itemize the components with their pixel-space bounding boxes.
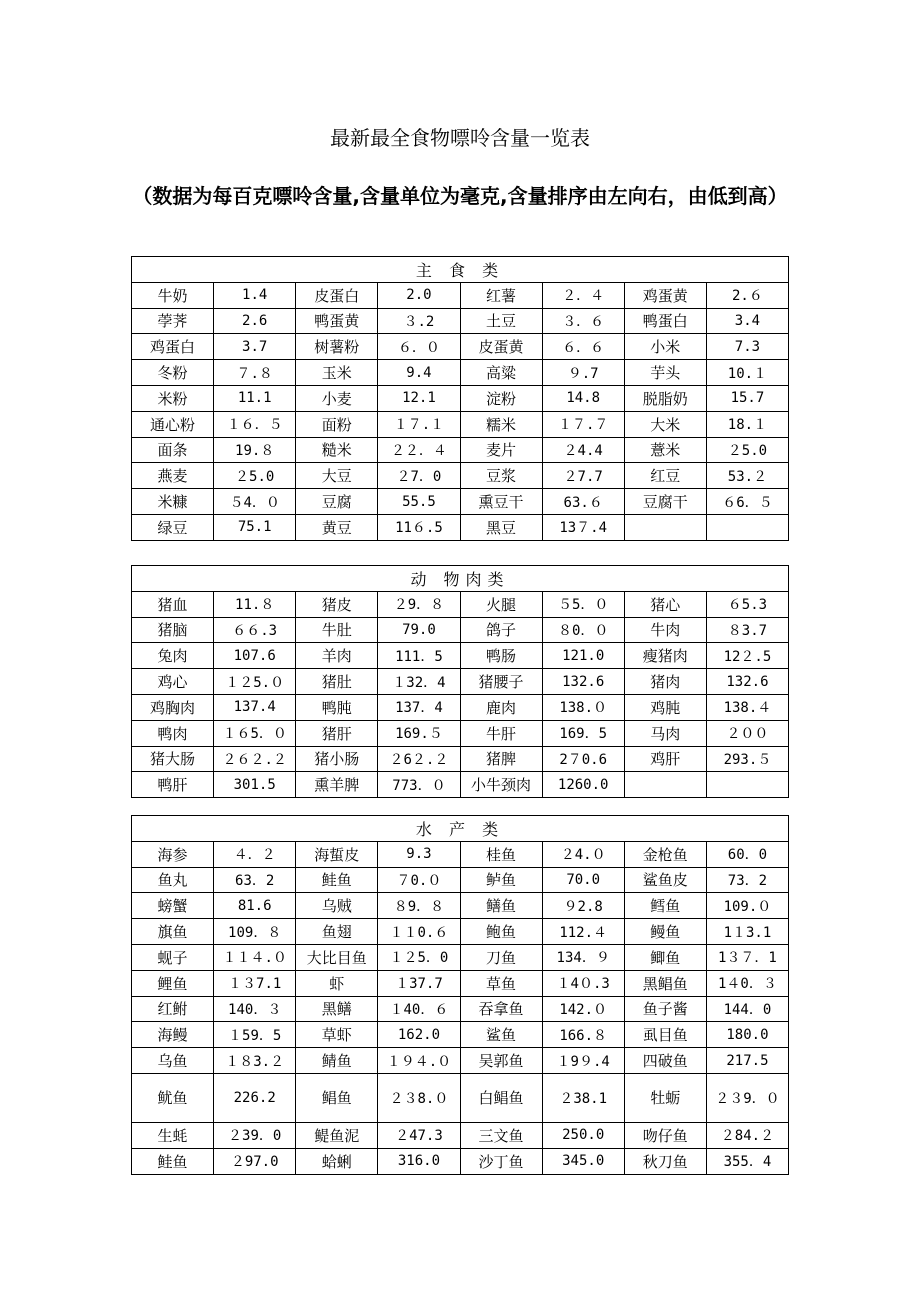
food-name-cell: 小牛颈肉	[460, 772, 542, 798]
food-name-cell: 熏羊脾	[296, 772, 378, 798]
food-name-cell: 鸭蛋黄	[296, 308, 378, 334]
food-name-cell: 蛤蜊	[296, 1148, 378, 1174]
table-row	[132, 411, 789, 437]
food-name-cell: 皮蛋白	[296, 282, 378, 308]
purine-value-cell: 55.5	[378, 489, 460, 515]
purine-value-cell: 70.0	[542, 867, 624, 893]
purine-value-cell: 14.8	[542, 385, 624, 411]
food-name-cell: 牡蛎	[624, 1073, 706, 1122]
purine-value-cell: ８9．８	[378, 893, 460, 919]
food-name-cell: 虾	[296, 970, 378, 996]
purine-value-cell: ６．６	[542, 334, 624, 360]
table-row	[132, 1122, 789, 1148]
food-name-cell: 螃蟹	[132, 893, 214, 919]
purine-value-cell: 345.0	[542, 1148, 624, 1174]
food-name-cell: 大比目鱼	[296, 944, 378, 970]
food-name-cell: 海参	[132, 841, 214, 867]
purine-value-cell: ２9．８	[378, 591, 460, 617]
food-name-cell: 小麦	[296, 385, 378, 411]
food-name-cell: 鲨鱼	[460, 1022, 542, 1048]
food-name-cell: 火腿	[460, 591, 542, 617]
food-name-cell: 冬粉	[132, 360, 214, 386]
table-row	[132, 617, 789, 643]
purine-value-cell: 3.7	[214, 334, 296, 360]
food-name-cell: 鸡肝	[624, 746, 706, 772]
purine-value-cell: 111．5	[378, 643, 460, 669]
food-name-cell: 猪脾	[460, 746, 542, 772]
purine-value-cell: ３.2	[378, 308, 460, 334]
purine-value-cell: 121.0	[542, 643, 624, 669]
food-name-cell: 鳝鱼	[460, 893, 542, 919]
table-row	[132, 746, 789, 772]
purine-value-cell: 2７0.6	[542, 746, 624, 772]
food-name-cell: 糙米	[296, 437, 378, 463]
food-name-cell: 麦片	[460, 437, 542, 463]
purine-value-cell: ２97.0	[214, 1148, 296, 1174]
food-name-cell: 豆腐	[296, 489, 378, 515]
table-row	[132, 489, 789, 515]
purine-value-cell: 79.0	[378, 617, 460, 643]
purine-value-cell: 169.５	[378, 720, 460, 746]
food-name-cell: 红薯	[460, 282, 542, 308]
food-name-cell: 生蚝	[132, 1122, 214, 1148]
food-name-cell: 刀鱼	[460, 944, 542, 970]
food-name-cell: 兔肉	[132, 643, 214, 669]
food-name-cell: 吻仔鱼	[624, 1122, 706, 1148]
purine-value-cell: 169．5	[542, 720, 624, 746]
purine-value-cell: ６．０	[378, 334, 460, 360]
purine-value-cell: 63.６	[542, 489, 624, 515]
table-row	[132, 1148, 789, 1174]
purine-value-cell: 75.1	[214, 514, 296, 540]
food-name-cell: 鳗鱼	[624, 919, 706, 945]
purine-value-cell: ２２．４	[378, 437, 460, 463]
purine-value-cell: １32．4	[378, 669, 460, 695]
table-row	[132, 463, 789, 489]
purine-value-cell: 63．2	[214, 867, 296, 893]
food-name-cell: 黄豆	[296, 514, 378, 540]
table-row	[132, 996, 789, 1022]
purine-value-cell: 9.3	[378, 841, 460, 867]
purine-value-cell: ９.7	[542, 360, 624, 386]
purine-value-cell: 12２.5	[706, 643, 788, 669]
food-name-cell: 鸭肠	[460, 643, 542, 669]
food-name-cell: 草虾	[296, 1022, 378, 1048]
purine-value-cell: 11.1	[214, 385, 296, 411]
purine-value-cell: 60．0	[706, 841, 788, 867]
purine-value-cell: 1３７．1	[706, 944, 788, 970]
purine-value-cell: ８0．０	[542, 617, 624, 643]
purine-value-cell: 1１3.1	[706, 919, 788, 945]
purine-value-cell: ３．６	[542, 308, 624, 334]
food-name-cell: 鹿肉	[460, 694, 542, 720]
food-name-cell: 马肉	[624, 720, 706, 746]
purine-value-cell: ２３8.０	[378, 1073, 460, 1122]
food-name-cell: 红鲋	[132, 996, 214, 1022]
purine-value-cell: １８3.２	[214, 1048, 296, 1074]
table-row	[132, 1073, 789, 1122]
food-name-cell: 绿豆	[132, 514, 214, 540]
purine-value-cell: 107.6	[214, 643, 296, 669]
table-row	[132, 591, 789, 617]
table-row	[132, 1022, 789, 1048]
food-name-cell: 猪心	[624, 591, 706, 617]
meat-table	[131, 565, 789, 798]
food-name-cell: 鱼翅	[296, 919, 378, 945]
food-name-cell: 树薯粉	[296, 334, 378, 360]
purine-value-cell: 137．4	[378, 694, 460, 720]
purine-value-cell: ２38.1	[542, 1073, 624, 1122]
purine-value-cell: 142.０	[542, 996, 624, 1022]
purine-value-cell: ７.８	[214, 360, 296, 386]
purine-value-cell: 109．８	[214, 919, 296, 945]
purine-value-cell: ２．４	[542, 282, 624, 308]
food-name-cell: 脱脂奶	[624, 385, 706, 411]
table-row	[132, 360, 789, 386]
purine-value-cell: 112.４	[542, 919, 624, 945]
purine-value-cell: １６5．０	[214, 720, 296, 746]
food-name-cell: 鸭肫	[296, 694, 378, 720]
purine-value-cell: ２００	[706, 720, 788, 746]
purine-value-cell: 316.0	[378, 1148, 460, 1174]
food-name-cell: 豆腐干	[624, 489, 706, 515]
purine-value-cell: ５4．０	[214, 489, 296, 515]
food-name-cell: 大米	[624, 411, 706, 437]
purine-value-cell: ２6２.２	[378, 746, 460, 772]
food-name-cell: 鸡心	[132, 669, 214, 695]
food-name-cell: 鸭蛋白	[624, 308, 706, 334]
purine-value-cell: 12.1	[378, 385, 460, 411]
purine-value-cell: ６5.3	[706, 591, 788, 617]
food-name-cell: 芋头	[624, 360, 706, 386]
purine-value-cell: ２３9．０	[706, 1073, 788, 1122]
food-name-cell: 鲭鱼	[296, 1048, 378, 1074]
purine-value-cell: １40．６	[378, 996, 460, 1022]
purine-value-cell: 109.０	[706, 893, 788, 919]
food-name-cell: 猪大肠	[132, 746, 214, 772]
purine-value-cell: 7.3	[706, 334, 788, 360]
table-row	[132, 970, 789, 996]
purine-value-cell: １７.７	[542, 411, 624, 437]
purine-value-cell: １９４.０	[378, 1048, 460, 1074]
food-name-cell: 猪血	[132, 591, 214, 617]
table-row	[132, 720, 789, 746]
purine-value-cell: ２84.２	[706, 1122, 788, 1148]
food-name-cell: 金枪鱼	[624, 841, 706, 867]
purine-value-cell: 1４0．３	[706, 970, 788, 996]
purine-value-cell: 140．３	[214, 996, 296, 1022]
purine-value-cell: 134．９	[542, 944, 624, 970]
food-name-cell: 黑鲳鱼	[624, 970, 706, 996]
food-name-cell: 牛肚	[296, 617, 378, 643]
section-header: 水 产 类	[132, 816, 789, 842]
food-name-cell: 猪小肠	[296, 746, 378, 772]
purine-value-cell: 2.0	[378, 282, 460, 308]
food-name-cell: 牛奶	[132, 282, 214, 308]
staple-food-table	[131, 256, 789, 541]
food-name-cell: 糯米	[460, 411, 542, 437]
purine-value-cell: 293.５	[706, 746, 788, 772]
purine-value-cell: ２7.7	[542, 463, 624, 489]
purine-value-cell: ７0.０	[378, 867, 460, 893]
food-name-cell: 瘦猪肉	[624, 643, 706, 669]
food-name-cell: 皮蛋黄	[460, 334, 542, 360]
section-header: 动 物肉类	[132, 566, 789, 592]
food-name-cell: 吞拿鱼	[460, 996, 542, 1022]
purine-value-cell: 162.0	[378, 1022, 460, 1048]
purine-value-cell: 217.5	[706, 1048, 788, 1074]
food-name-cell: 米粉	[132, 385, 214, 411]
purine-value-cell: ２7．0	[378, 463, 460, 489]
purine-value-cell: 180.0	[706, 1022, 788, 1048]
food-name-cell: 鸡肫	[624, 694, 706, 720]
purine-value-cell: ５5．０	[542, 591, 624, 617]
purine-value-cell: ２47.3	[378, 1122, 460, 1148]
food-name-cell: 牛肝	[460, 720, 542, 746]
food-name-cell	[624, 514, 706, 540]
food-name-cell: 鲳鱼	[296, 1073, 378, 1122]
purine-value-cell: １２5．0	[378, 944, 460, 970]
food-name-cell: 熏豆干	[460, 489, 542, 515]
table-row	[132, 669, 789, 695]
food-name-cell: 鳀鱼泥	[296, 1122, 378, 1148]
table-row	[132, 919, 789, 945]
food-name-cell: 荸荠	[132, 308, 214, 334]
purine-value-cell: 138.４	[706, 694, 788, 720]
food-name-cell: 玉米	[296, 360, 378, 386]
purine-value-cell: ６6．５	[706, 489, 788, 515]
purine-value-cell: 81.6	[214, 893, 296, 919]
purine-value-cell: 773．０	[378, 772, 460, 798]
purine-value-cell: １9９.4	[542, 1048, 624, 1074]
food-name-cell: 鸡蛋黄	[624, 282, 706, 308]
food-name-cell: 薏米	[624, 437, 706, 463]
purine-value-cell: １59．5	[214, 1022, 296, 1048]
table-row	[132, 282, 789, 308]
food-name-cell: 乌鱼	[132, 1048, 214, 1074]
purine-value-cell: 73．2	[706, 867, 788, 893]
purine-value-cell: 11６.5	[378, 514, 460, 540]
food-name-cell: 鸭肉	[132, 720, 214, 746]
food-name-cell: 鸡胸肉	[132, 694, 214, 720]
food-name-cell: 红豆	[624, 463, 706, 489]
page-title: 最新最全食物嘌呤含量一览表	[330, 126, 590, 150]
purine-value-cell: 250.0	[542, 1122, 624, 1148]
food-name-cell: 鲫鱼	[624, 944, 706, 970]
food-name-cell: 燕麦	[132, 463, 214, 489]
food-name-cell: 桂鱼	[460, 841, 542, 867]
food-name-cell: 鱼子酱	[624, 996, 706, 1022]
food-name-cell: 鱿鱼	[132, 1073, 214, 1122]
purine-value-cell: ８3.7	[706, 617, 788, 643]
purine-value-cell: 144．0	[706, 996, 788, 1022]
food-name-cell: 牛肉	[624, 617, 706, 643]
food-name-cell: 猪皮	[296, 591, 378, 617]
food-name-cell: 猪腰子	[460, 669, 542, 695]
food-name-cell: 吴郭鱼	[460, 1048, 542, 1074]
purine-value-cell: 2.６	[706, 282, 788, 308]
purine-value-cell: ２5.0	[706, 437, 788, 463]
purine-value-cell: 13７.4	[542, 514, 624, 540]
purine-value-cell: ４．２	[214, 841, 296, 867]
food-name-cell: 海蜇皮	[296, 841, 378, 867]
purine-value-cell: 18.１	[706, 411, 788, 437]
food-name-cell: 鲤鱼	[132, 970, 214, 996]
food-name-cell: 鸽子	[460, 617, 542, 643]
food-name-cell: 米糠	[132, 489, 214, 515]
purine-value-cell: 137.4	[214, 694, 296, 720]
purine-value-cell: 226.2	[214, 1073, 296, 1122]
table-row	[132, 334, 789, 360]
purine-value-cell: ２5.0	[214, 463, 296, 489]
food-name-cell: 蚬子	[132, 944, 214, 970]
food-name-cell: 四破鱼	[624, 1048, 706, 1074]
table-row	[132, 893, 789, 919]
purine-value-cell: 1260.0	[542, 772, 624, 798]
food-name-cell: 虱目鱼	[624, 1022, 706, 1048]
purine-value-cell: １７.１	[378, 411, 460, 437]
purine-value-cell: ９2.8	[542, 893, 624, 919]
purine-value-cell: １３7.1	[214, 970, 296, 996]
purine-value-cell: １37.7	[378, 970, 460, 996]
purine-value-cell: 2.6	[214, 308, 296, 334]
food-name-cell: 鲑鱼	[132, 1148, 214, 1174]
purine-value-cell: 138.０	[542, 694, 624, 720]
table-row	[132, 841, 789, 867]
food-name-cell: 淀粉	[460, 385, 542, 411]
purine-value-cell: １２5.０	[214, 669, 296, 695]
food-name-cell: 猪肚	[296, 669, 378, 695]
table-row	[132, 514, 789, 540]
table-row	[132, 308, 789, 334]
purine-value-cell	[706, 772, 788, 798]
food-name-cell: 面粉	[296, 411, 378, 437]
food-name-cell: 鲑鱼	[296, 867, 378, 893]
table-row	[132, 772, 789, 798]
food-name-cell: 鸡蛋白	[132, 334, 214, 360]
purine-value-cell: １６．５	[214, 411, 296, 437]
purine-value-cell: 9.4	[378, 360, 460, 386]
food-name-cell: 猪肉	[624, 669, 706, 695]
food-name-cell: 黑鳝	[296, 996, 378, 1022]
purine-value-cell: ２4.０	[542, 841, 624, 867]
purine-value-cell: 53.２	[706, 463, 788, 489]
food-name-cell: 鲨鱼皮	[624, 867, 706, 893]
purine-value-cell: 10.１	[706, 360, 788, 386]
purine-value-cell: １１0.６	[378, 919, 460, 945]
food-name-cell: 三文鱼	[460, 1122, 542, 1148]
food-name-cell: 豆浆	[460, 463, 542, 489]
purine-value-cell: 355．4	[706, 1148, 788, 1174]
food-name-cell: 旗鱼	[132, 919, 214, 945]
food-name-cell: 秋刀鱼	[624, 1148, 706, 1174]
food-name-cell: 羊肉	[296, 643, 378, 669]
purine-value-cell: 1.4	[214, 282, 296, 308]
purine-value-cell	[706, 514, 788, 540]
food-name-cell: 土豆	[460, 308, 542, 334]
purine-value-cell: ２4.4	[542, 437, 624, 463]
purine-value-cell: 15.7	[706, 385, 788, 411]
purine-value-cell: 19.８	[214, 437, 296, 463]
food-name-cell: 通心粉	[132, 411, 214, 437]
food-name-cell: 海鳗	[132, 1022, 214, 1048]
purine-value-cell: ２39．0	[214, 1122, 296, 1148]
food-name-cell: 猪脑	[132, 617, 214, 643]
food-name-cell: 大豆	[296, 463, 378, 489]
food-name-cell: 猪肝	[296, 720, 378, 746]
food-name-cell: 草鱼	[460, 970, 542, 996]
table-row	[132, 385, 789, 411]
table-row	[132, 1048, 789, 1074]
food-name-cell: 鱼丸	[132, 867, 214, 893]
table-row	[132, 437, 789, 463]
food-name-cell: 白鲳鱼	[460, 1073, 542, 1122]
table-row	[132, 944, 789, 970]
purine-value-cell: 301.5	[214, 772, 296, 798]
section-header: 主 食 类	[132, 257, 789, 283]
food-name-cell: 黑豆	[460, 514, 542, 540]
purine-value-cell: １１４.０	[214, 944, 296, 970]
food-name-cell: 鸭肝	[132, 772, 214, 798]
purine-value-cell: １4０.3	[542, 970, 624, 996]
table-row	[132, 643, 789, 669]
food-name-cell: 鳕鱼	[624, 893, 706, 919]
food-name-cell: 鲈鱼	[460, 867, 542, 893]
food-name-cell: 鲍鱼	[460, 919, 542, 945]
purine-value-cell: ６６.3	[214, 617, 296, 643]
purine-value-cell: 132.6	[706, 669, 788, 695]
table-row	[132, 694, 789, 720]
seafood-table	[131, 815, 789, 1175]
table-row	[132, 867, 789, 893]
purine-value-cell: 11.８	[214, 591, 296, 617]
purine-value-cell: 132.6	[542, 669, 624, 695]
page-subtitle: （数据为每百克嘌呤含量,含量单位为毫克,含量排序由左向右，由低到高）	[132, 184, 788, 208]
purine-value-cell: 166.８	[542, 1022, 624, 1048]
purine-value-cell: ２６２.２	[214, 746, 296, 772]
food-name-cell: 乌贼	[296, 893, 378, 919]
food-name-cell: 高粱	[460, 360, 542, 386]
purine-value-cell: 3.4	[706, 308, 788, 334]
food-name-cell: 面条	[132, 437, 214, 463]
food-name-cell: 沙丁鱼	[460, 1148, 542, 1174]
food-name-cell: 小米	[624, 334, 706, 360]
food-name-cell	[624, 772, 706, 798]
